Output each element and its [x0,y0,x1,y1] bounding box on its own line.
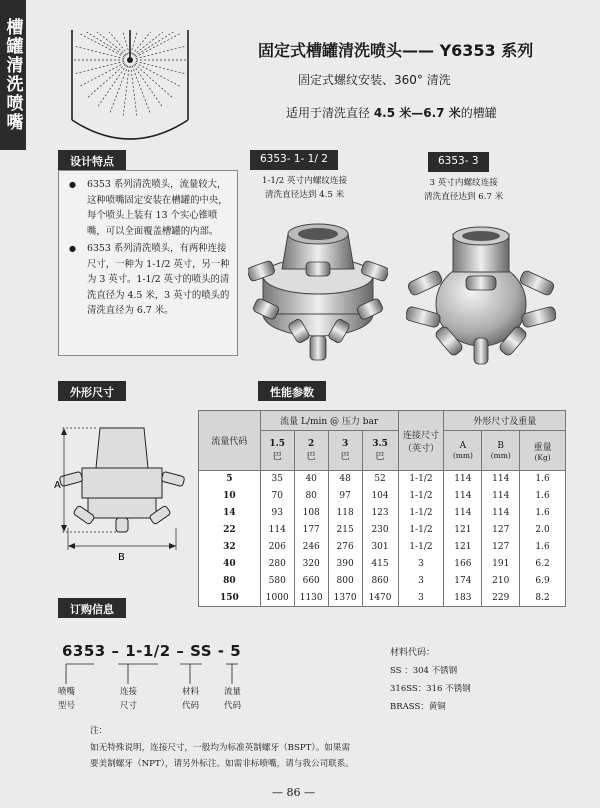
table-cell: 660 [294,573,328,590]
feature-item: ● 6353 系列清洗喷头，有两种连接尺寸，一种为 1-1/2 英寸，另一种为 3 英寸。1-1/2 英寸的喷头的清洗直径为 4.5 米，3 英寸的喷头的清洗直径为 6.7 米。 [67,241,231,319]
dimension-b-label: B [118,552,125,563]
pressure-col [260,431,294,471]
dim-col-name: B [497,441,505,451]
table-cell: 114 [482,505,520,522]
tank-spray-diagram [70,30,190,150]
table-cell: 8.2 [520,590,566,607]
table-cell: 127 [482,539,520,556]
model-desc-line: 3 英寸内螺纹连接 [429,178,498,188]
order-label-line: 尺寸 [120,701,138,711]
dimensions-heading: 外形尺寸 [58,381,126,401]
performance-table [198,410,566,607]
table-cell: 3 [398,556,444,573]
table-cell: 246 [294,539,328,556]
conn-size-header [398,411,444,471]
model-tag-3: 6353- 3 [428,152,489,172]
table-cell: 121 [444,522,482,539]
table-row [199,505,566,522]
table-cell: 230 [362,522,398,539]
order-label-line: 喷嘴 [58,687,76,697]
features-box [58,170,238,356]
order-label-flow [224,685,241,713]
table-cell: 114 [482,471,520,488]
table-cell: 276 [328,539,362,556]
order-label-model [58,685,75,713]
table-row [199,471,566,488]
table-cell: 121 [444,539,482,556]
table-cell: 301 [362,539,398,556]
table-cell: 1130 [294,590,328,607]
flow-code-cell: 22 [199,522,261,539]
materials-title: 材料代码： [390,648,436,658]
dimension-a-label: A [54,480,61,491]
order-label-line: 代码 [224,701,242,711]
dim-col [482,431,520,471]
performance-heading: 性能参数 [258,381,326,401]
table-cell: 183 [444,590,482,607]
range-suffix: 的槽罐 [460,106,497,120]
table-cell: 1.6 [520,539,566,556]
table-row [199,556,566,573]
dim-col-name: 重量 [533,442,552,453]
pressure-value: 2 [308,439,315,449]
note-line: 如无特殊说明，连接尺寸，一般均为标准英制螺牙（BSPT）。如果需 [90,743,351,753]
dim-col-unit: (mm) [490,451,511,460]
flow-code-cell: 32 [199,539,261,556]
dim-col-unit: (mm) [452,451,473,460]
table-row [199,573,566,590]
dim-col-name: A [459,441,467,451]
flow-code-cell: 14 [199,505,261,522]
table-cell: 123 [362,505,398,522]
page-number: — 86 — [272,786,315,799]
table-cell: 114 [444,471,482,488]
side-category-tab [0,0,26,150]
dims-header: 外形尺寸及重量 [444,411,566,431]
pressure-unit: 巴 [306,452,316,462]
order-label-line: 连接 [120,687,138,697]
order-label-line: 材料 [182,687,200,697]
table-cell: 210 [482,573,520,590]
table-cell: 860 [362,573,398,590]
table-cell: 166 [444,556,482,573]
model-desc-3 [424,176,503,204]
conn-size-line: 连接尺寸 [402,430,439,441]
model-tag-1-1-2: 6353- 1- 1/ 2 [250,150,338,170]
table-cell: 215 [328,522,362,539]
order-label-line: 流量 [224,687,242,697]
model-desc-line: 1-1/2 英寸内螺纹连接 [262,176,348,186]
table-cell: 70 [260,488,294,505]
table-row [199,488,566,505]
table-cell: 390 [328,556,362,573]
table-cell: 800 [328,573,362,590]
table-cell: 48 [328,471,362,488]
material-316ss: 316SS：316 不锈钢 [390,684,471,694]
table-cell: 1370 [328,590,362,607]
pressure-unit: 巴 [375,452,385,462]
table-cell: 35 [260,471,294,488]
order-label-conn [120,685,137,713]
pressure-col [294,431,328,471]
features-heading: 设计特点 [58,150,126,170]
table-cell: 6.9 [520,573,566,590]
cleaning-range [286,104,497,121]
conn-size-line: （英寸） [402,443,439,454]
table-cell: 40 [294,471,328,488]
note-title: 注： [90,726,108,736]
dim-col [520,431,566,471]
table-cell: 93 [260,505,294,522]
flow-code-cell: 80 [199,573,261,590]
feature-item: ● 6353 系列清洗喷头，流量较大，这种喷嘴固定安装在槽罐的中央，每个喷头上装有 13 个实心锥喷嘴，可以全面覆盖槽罐的内部。 [67,177,231,239]
range-value: 4.5 米—6.7 米 [373,106,461,120]
table-cell: 104 [362,488,398,505]
table-row [199,522,566,539]
nozzle-photo-1-1-2 [248,214,388,364]
nozzle-photo-3 [406,226,556,366]
table-cell: 118 [328,505,362,522]
side-tab-label: 槽罐清洗喷嘴 [2,18,23,132]
table-cell: 177 [294,522,328,539]
table-cell: 3 [398,590,444,607]
table-cell: 280 [260,556,294,573]
range-prefix: 适用于清洗直径 [286,106,374,120]
flow-code-cell: 10 [199,488,261,505]
page-subtitle: 固定式螺纹安装、360° 清洗 [298,73,451,87]
flow-code-header: 流量代码 [199,411,261,471]
dim-col [444,431,482,471]
flow-code-cell: 5 [199,471,261,488]
table-cell: 1000 [260,590,294,607]
table-cell: 229 [482,590,520,607]
table-cell: 80 [294,488,328,505]
table-cell: 1.6 [520,488,566,505]
table-cell: 1-1/2 [398,505,444,522]
table-row [199,539,566,556]
order-label-line: 代码 [182,701,200,711]
table-cell: 97 [328,488,362,505]
table-row [199,590,566,607]
table-cell: 3 [398,573,444,590]
table-cell: 114 [482,488,520,505]
table-cell: 1470 [362,590,398,607]
table-cell: 174 [444,573,482,590]
table-cell: 206 [260,539,294,556]
table-cell: 2.0 [520,522,566,539]
table-cell: 191 [482,556,520,573]
table-cell: 1.6 [520,505,566,522]
flow-code-cell: 40 [199,556,261,573]
table-cell: 415 [362,556,398,573]
pressure-col [328,431,362,471]
ordering-heading: 订购信息 [58,598,126,618]
note-line: 要美制螺牙（NPT），请另外标注。如需非标喷嘴，请与我公司联系。 [90,759,354,769]
table-cell: 1-1/2 [398,488,444,505]
order-label-material [182,685,199,713]
pressure-value: 1.5 [269,439,286,449]
table-cell: 1.6 [520,471,566,488]
dimension-drawing [52,418,192,568]
pressure-col [362,431,398,471]
pressure-unit: 巴 [340,452,350,462]
table-cell: 320 [294,556,328,573]
pressure-value: 3.5 [372,439,388,449]
order-label-line: 型号 [58,701,76,711]
table-cell: 127 [482,522,520,539]
flow-header: 流量 L/min @ 压力 bar [260,411,398,431]
material-ss: SS ：304 不锈钢 [390,666,458,676]
dim-col-unit: (Kg) [534,452,551,462]
table-cell: 52 [362,471,398,488]
model-desc-line: 清洗直径达到 6.7 米 [424,192,504,202]
order-code-leaders [62,660,262,686]
order-code-example: 6353 – 1-1/2 – SS - 5 [62,642,242,660]
table-cell: 1-1/2 [398,539,444,556]
model-desc-line: 清洗直径达到 4.5 米 [264,190,345,200]
table-cell: 6.2 [520,556,566,573]
table-cell: 1-1/2 [398,522,444,539]
page-title: 固定式槽罐清洗喷头—— Y6353 系列 [258,41,534,60]
material-brass: BRASS：黄铜 [390,702,446,712]
model-desc-1-1-2 [262,174,347,202]
flow-code-cell: 150 [199,590,261,607]
pressure-value: 3 [341,439,349,449]
table-cell: 114 [260,522,294,539]
table-cell: 108 [294,505,328,522]
pressure-unit: 巴 [272,452,282,462]
table-cell: 114 [444,505,482,522]
table-cell: 1-1/2 [398,471,444,488]
table-cell: 580 [260,573,294,590]
table-cell: 114 [444,488,482,505]
